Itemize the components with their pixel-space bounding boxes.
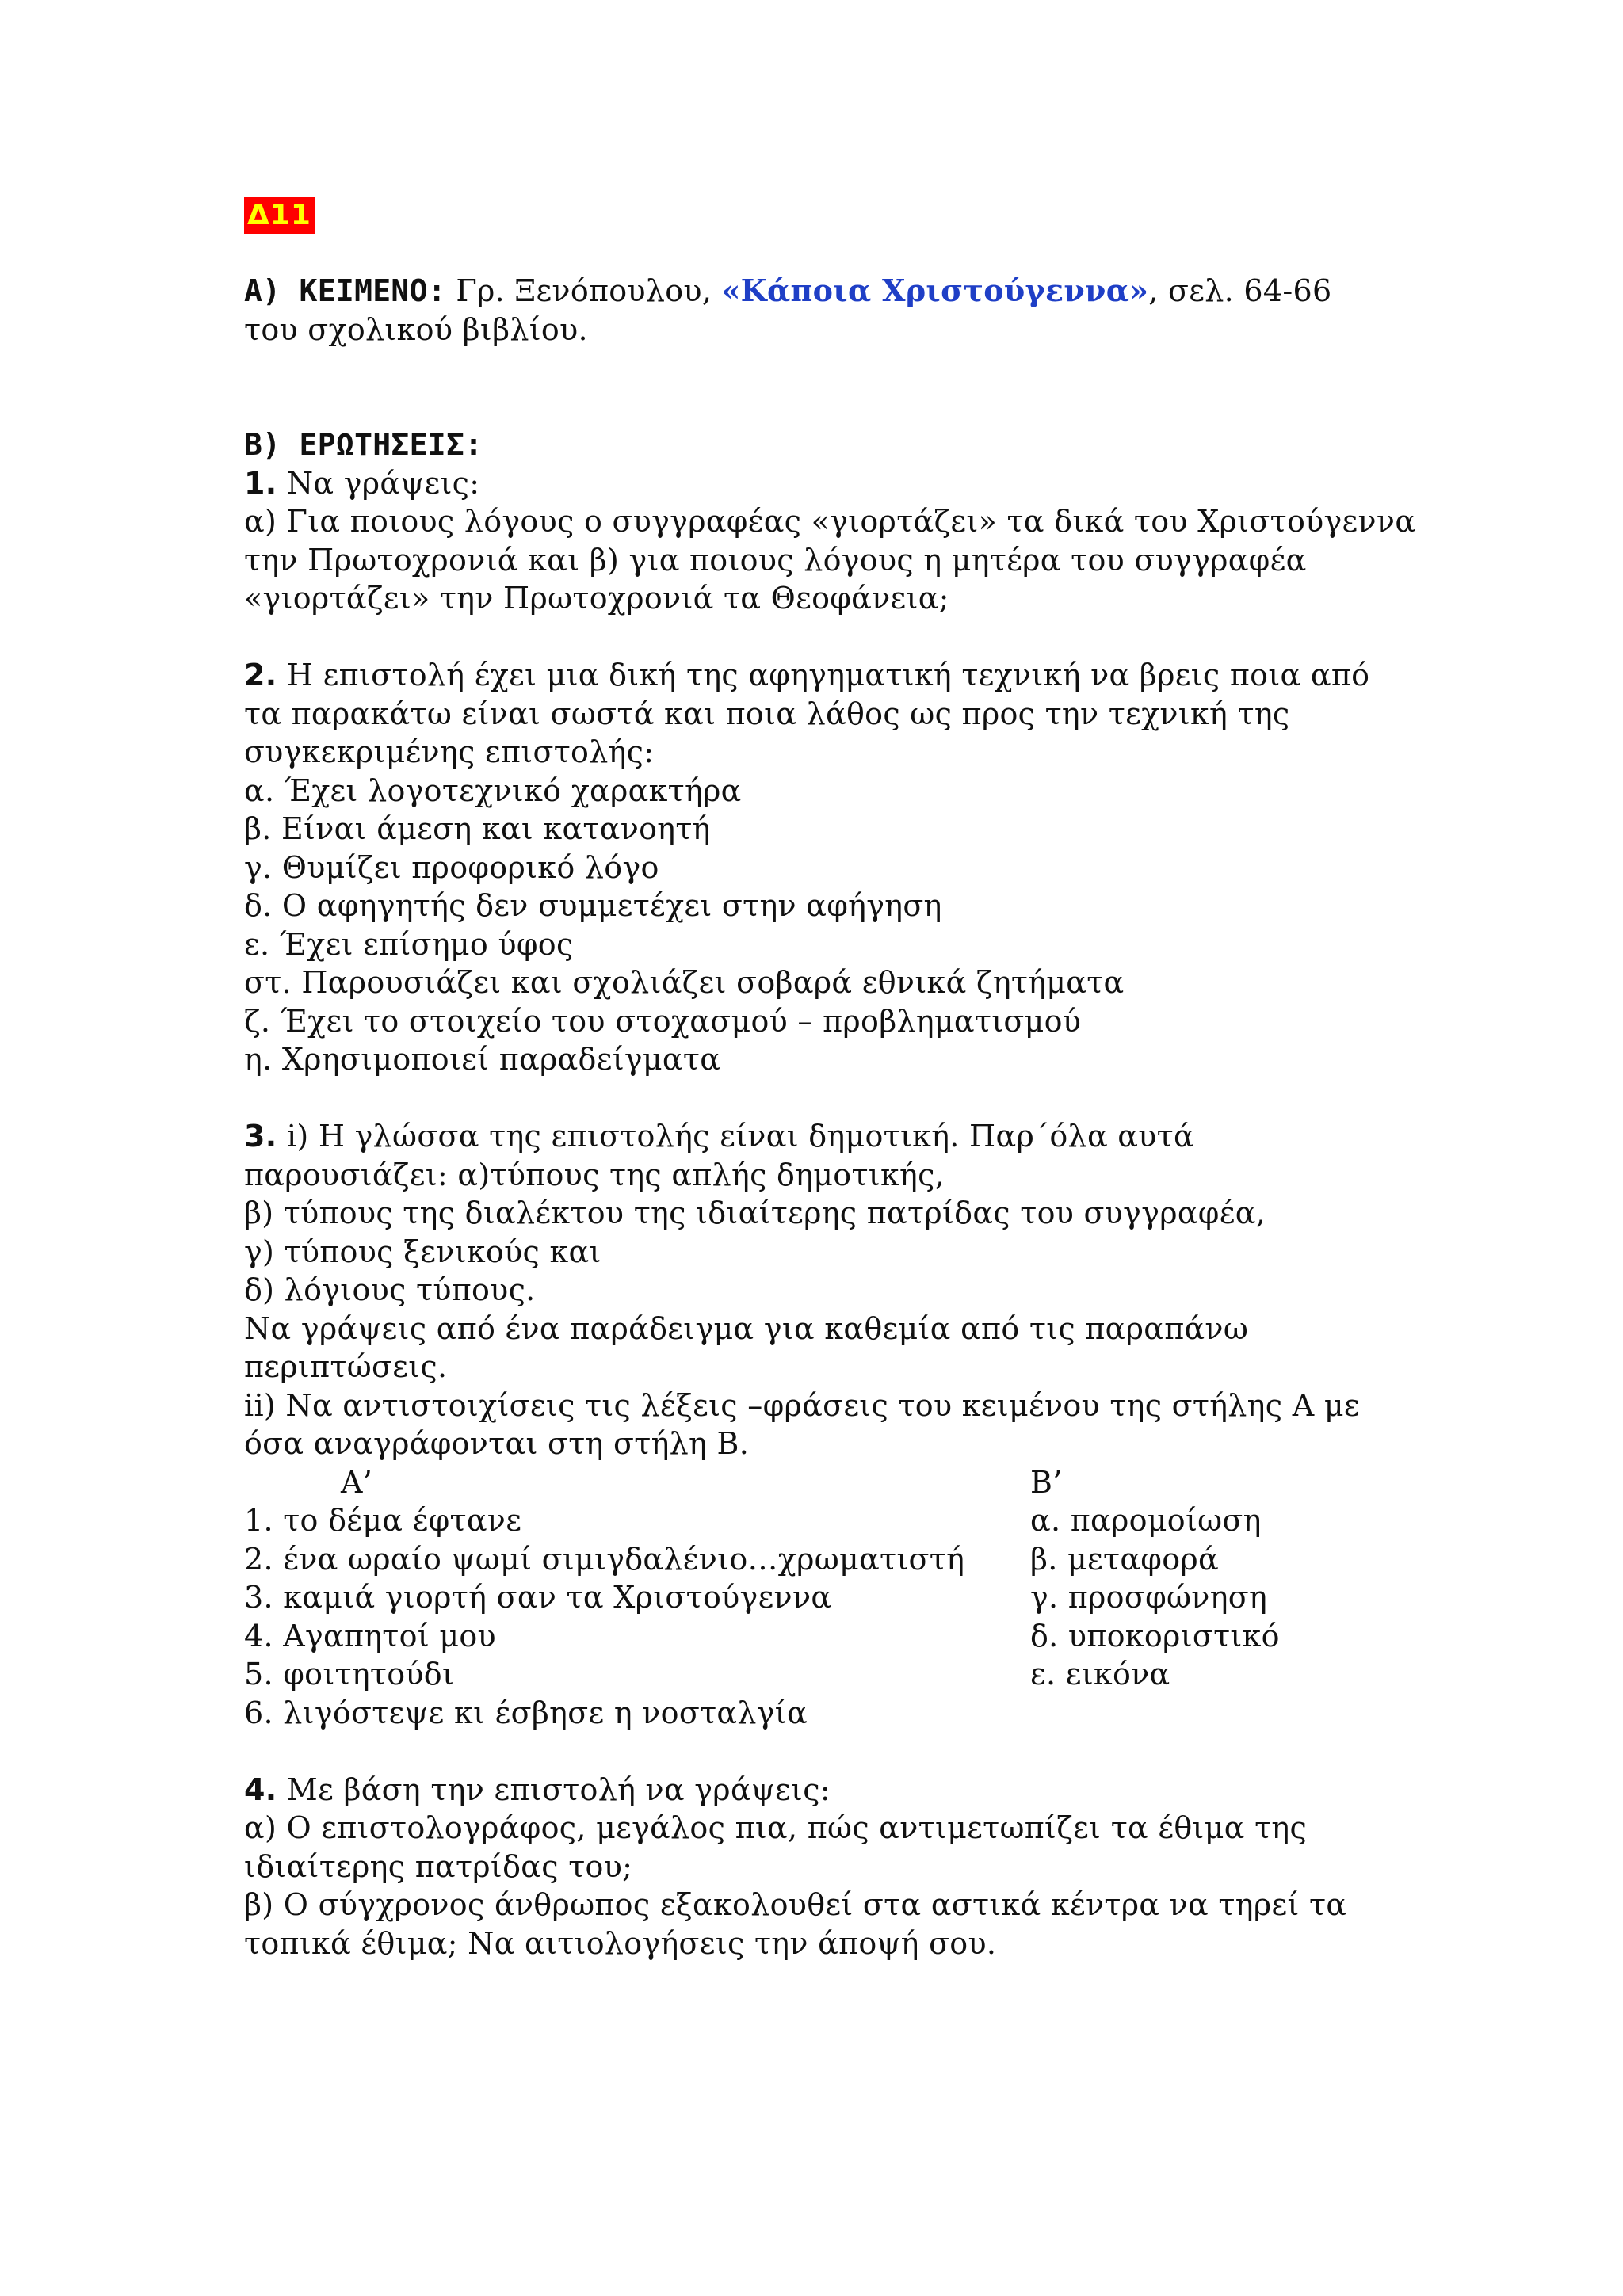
column-b-item: ε. εικόνα <box>1030 1657 1170 1691</box>
document-page <box>244 195 1416 1962</box>
q2-line: συγκεκριμένης επιστολής: <box>244 734 655 769</box>
q1-number: 1. <box>244 465 277 501</box>
section-a-line-2: του σχολικού βιβλίου. <box>244 311 588 347</box>
column-a-item: 3. καμιά γιορτή σαν τα Χριστούγεννα <box>244 1580 832 1615</box>
q1-intro <box>244 464 1385 503</box>
q2-option: ε. Έχει επίσημο ύφος <box>244 926 574 962</box>
q2-option: ζ. Έχει το στοιχείο του στοχασμού – προβληματισμού <box>244 1003 1082 1039</box>
q3-line: β) τύπους της διαλέκτου της ιδιαίτερης πατρίδας του συγγραφέα, <box>244 1196 1266 1230</box>
matching-table <box>244 1463 1385 1733</box>
q3-line: όσα αναγράφονται στη στήλη Β. <box>244 1426 750 1461</box>
matching-row <box>244 1655 1385 1694</box>
column-a-item: 2. ένα ωραίο ψωμί σιμιγδαλένιο…χρωματιστή <box>244 1541 965 1577</box>
matching-row <box>244 1694 1385 1733</box>
q3-line: Να γράψεις από ένα παράδειγμα για καθεμία από τις παραπάνω <box>244 1310 1249 1346</box>
column-a-item: 1. το δέμα έφτανε <box>244 1503 522 1538</box>
q3-line: παρουσιάζει: α)τύπους της απλής δημοτικής, <box>244 1157 945 1192</box>
q4-number: 4. <box>244 1772 277 1807</box>
q2-first-text: Η επιστολή έχει μια δική της αφηγηματική τεχνική να βρεις ποια από <box>277 658 1370 692</box>
q4-intro <box>244 1771 1385 1810</box>
q4-line: α) Ο επιστολογράφος, μεγάλος πια, πώς αντιμετωπίζει τα έθιμα της <box>244 1810 1308 1845</box>
matching-header-row <box>244 1463 1385 1502</box>
section-b-heading <box>244 425 1385 464</box>
q2-intro <box>244 656 1385 695</box>
column-b-item: β. μεταφορά <box>1030 1541 1219 1577</box>
q4-line: τοπικά έθιμα; Να αιτιολογήσεις την άποψή σου. <box>244 1925 997 1961</box>
column-b-item: γ. προσφώνηση <box>1030 1580 1268 1615</box>
q3-number: 3. <box>244 1119 277 1154</box>
q2-option: α. Έχει λογοτεχνικό χαρακτήρα <box>244 772 742 808</box>
column-b-item: α. παρομοίωση <box>1030 1503 1262 1538</box>
tag-line <box>244 195 1385 234</box>
section-b-label: Β) ΕΡΩΤΗΣΕΙΣ: <box>244 427 483 462</box>
matching-row <box>244 1540 1385 1579</box>
q3-line: γ) τύπους ξενικούς και <box>244 1234 601 1269</box>
q4-line: β) Ο σύγχρονος άνθρωπος εξακολουθεί στα αστικά κέντρα να τηρεί τα <box>244 1887 1347 1922</box>
q1-line: την Πρωτοχρονιά και β) για ποιους λόγους η μητέρα του συγγραφέα <box>244 542 1307 578</box>
q2-number: 2. <box>244 658 277 692</box>
section-a-label: Α) ΚΕΙΜΕΝΟ: <box>244 273 446 308</box>
text-title: «Κάποια Χριστούγεννα» <box>721 273 1149 308</box>
column-b-item: δ. υποκοριστικό <box>1030 1618 1280 1653</box>
pages-text: , σελ. 64-66 <box>1148 273 1332 308</box>
q4-line: ιδιαίτερης πατρίδας του; <box>244 1848 633 1884</box>
q3-line: περιπτώσεις. <box>244 1349 448 1384</box>
q2-line: τα παρακάτω είναι σωστά και ποια λάθος ως προς την τεχνική της <box>244 696 1290 731</box>
column-a-header: Α’ <box>341 1464 373 1500</box>
column-b-header: Β’ <box>1030 1464 1063 1500</box>
q3-intro <box>244 1117 1385 1156</box>
q2-option: δ. Ο αφηγητής δεν συμμετέχει στην αφήγηση <box>244 888 942 923</box>
q2-option: β. Είναι άμεση και κατανοητή <box>244 811 711 846</box>
q2-option: η. Χρησιμοποιεί παραδείγματα <box>244 1042 721 1077</box>
column-a-item: 4. Αγαπητοί μου <box>244 1618 496 1653</box>
q3-line: ii) Να αντιστοιχίσεις τις λέξεις –φράσεις του κειμένου της στήλης Α με <box>244 1387 1360 1423</box>
matching-row <box>244 1617 1385 1656</box>
q3-first-text: i) Η γλώσσα της επιστολής είναι δημοτική. Παρ΄όλα αυτά <box>277 1119 1194 1154</box>
q3-line: δ) λόγιους τύπους. <box>244 1272 536 1307</box>
q4-first-text: Με βάση την επιστολή να γράψεις: <box>277 1772 831 1807</box>
section-a-line-1 <box>244 272 1385 311</box>
q1-intro-text: Να γράψεις: <box>277 465 480 501</box>
q1-line: «γιορτάζει» την Πρωτοχρονιά τα Θεοφάνεια; <box>244 581 949 616</box>
column-a-item: 5. φοιτητούδι <box>244 1657 455 1691</box>
matching-row <box>244 1578 1385 1617</box>
matching-row <box>244 1501 1385 1540</box>
q1-line: α) Για ποιους λόγους ο συγγραφέας «γιορτάζει» τα δικά του Χριστούγεννα <box>244 504 1416 539</box>
section-tag: Δ11 <box>244 197 315 234</box>
column-a-item: 6. λιγόστεψε κι έσβησε η νοσταλγία <box>244 1695 808 1730</box>
q2-option: στ. Παρουσιάζει και σχολιάζει σοβαρά εθνικά ζητήματα <box>244 965 1125 1000</box>
q2-option: γ. Θυμίζει προφορικό λόγο <box>244 849 659 885</box>
author-text: Γρ. Ξενόπουλου, <box>445 273 722 308</box>
